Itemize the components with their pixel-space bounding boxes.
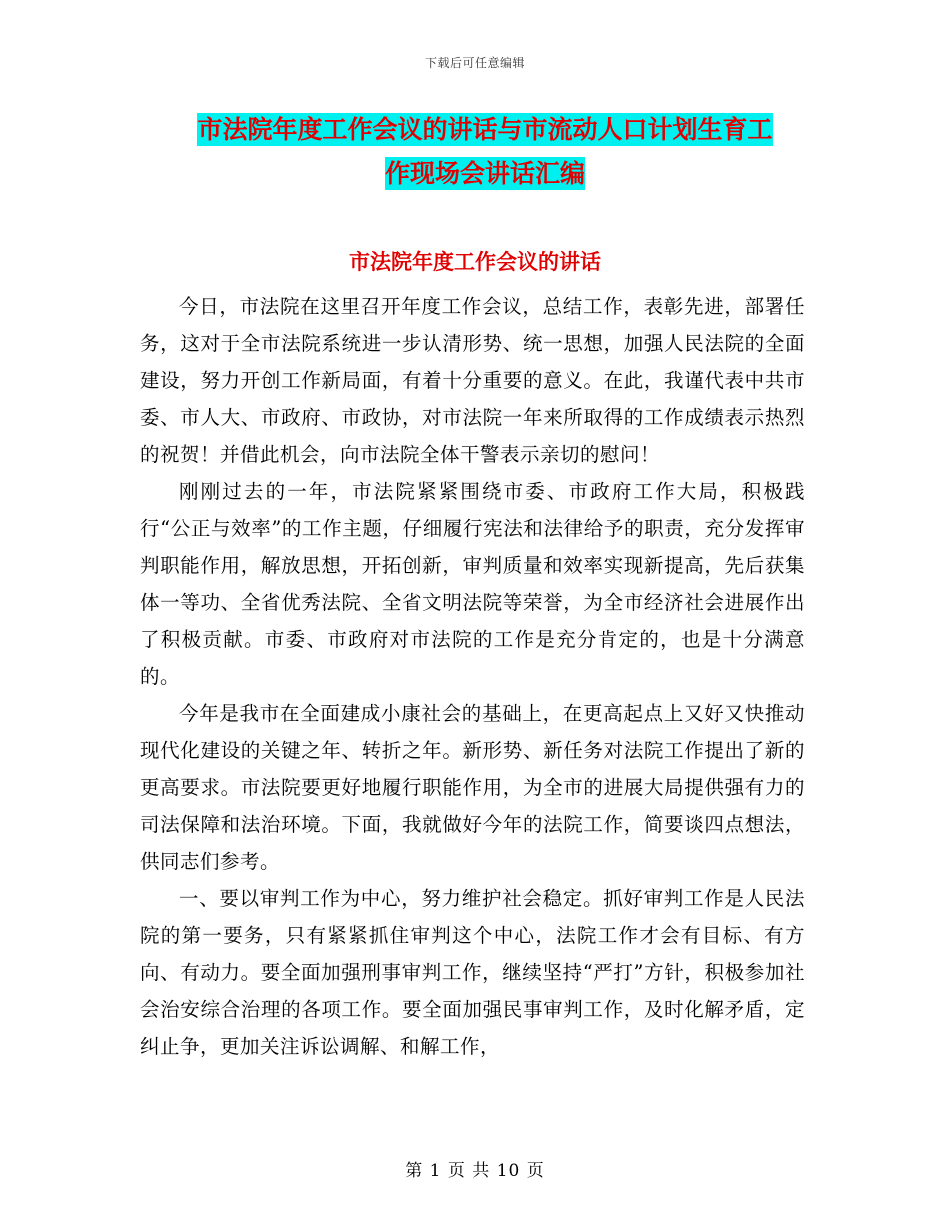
title-line-1: 市法院年度工作会议的讲话与市流动人口计划生育工	[197, 115, 773, 144]
paragraph: 一、要以审判工作为中心，努力维护社会稳定。抓好审判工作是人民法院的第一要务，只有紧紧抓住审判这个中心，法院工作才会有目标、有方向、有动力。要全面加强刑事审判工作，继续坚持“严打”方针，积极参加社会治安综合治理的各项工作。要全面加强民事审判工作，及时化解矛盾，定纠止争，更加关注诉讼调解、和解工作，	[140, 887, 805, 1058]
paragraph: 今日，市法院在这里召开年度工作会议，总结工作，表彰先进，部署任务，这对于全市法院系统进一步认清形势、统一思想，加强人民法院的全面建设，努力开创工作新局面，有着十分重要的意义。在此，我谨代表中共市委、市人大、市政府、市政协，对市法院一年来所取得的工作成绩表示热烈的祝贺！并借此机会，向市法院全体干警表示亲切的慰问！	[140, 295, 805, 466]
paragraph: 今年是我市在全面建成小康社会的基础上，在更高起点上又好又快推动现代化建设的关键之年、转折之年。新形势、新任务对法院工作提出了新的更高要求。市法院要更好地履行职能作用，为全市的进展大局提供强有力的司法保障和法治环境。下面，我就做好今年的法院工作，简要谈四点想法，供同志们参考。	[140, 702, 805, 873]
paragraph: 刚刚过去的一年，市法院紧紧围绕市委、市政府工作大局，积极践行“公正与效率”的工作主题，仔细履行宪法和法律给予的职责，充分发挥审判职能作用，解放思想，开拓创新，审判质量和效率实现新提高，先后获集体一等功、全省优秀法院、全省文明法院等荣誉，为全市经济社会进展作出了积极贡献。市委、市政府对市法院的工作是充分肯定的，也是十分满意的。	[140, 480, 805, 688]
body-text	[140, 288, 805, 1065]
document-title	[140, 108, 830, 196]
page-footer: 第 1 页 共 10 页	[405, 1161, 545, 1181]
header-note: 下载后可任意编辑	[424, 56, 525, 70]
title-line-2: 作现场会讲话汇编	[384, 159, 585, 188]
section-title: 市法院年度工作会议的讲话	[349, 249, 601, 274]
